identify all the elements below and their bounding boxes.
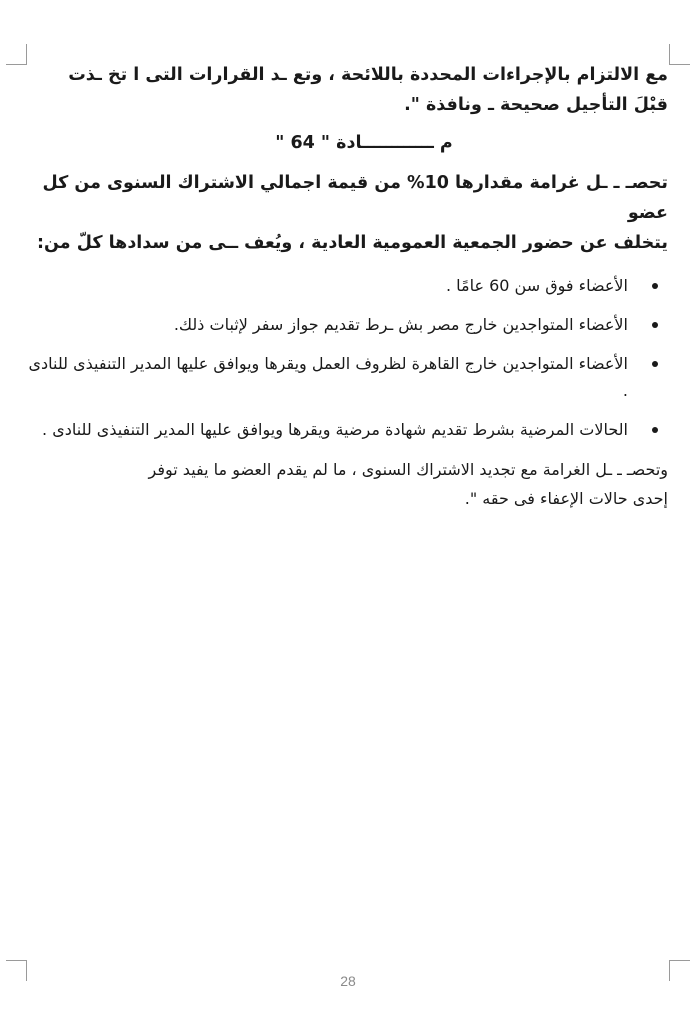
fine-paragraph <box>20 168 668 258</box>
bullet-icon <box>652 283 658 289</box>
list-item-text: الأعضاء المتواجدين خارج القاهرة لظروف العمل ويقرها ويوافق عليها المدير التنفيذى للنادى . <box>28 354 628 400</box>
list-item <box>20 350 668 404</box>
intro-paragraph <box>20 60 668 120</box>
list-item-text: الحالات المرضية بشرط تقديم شهادة مرضية ويقرها ويوافق عليها المدير التنفيذى للنادى . <box>42 420 628 439</box>
intro-line: قبْلَ التأجيل صحيحة ـ ونافذة ". <box>404 95 668 115</box>
article-title: م ــــــــــــادة " 64 " <box>275 133 453 153</box>
bullet-icon <box>652 361 658 367</box>
corner-mark-top-right <box>669 44 690 65</box>
intro-line: مع الالتزام بالإجراءات المحددة باللائحة ، وتع ـد القرارات التى ا تخ ـذت <box>68 65 668 85</box>
bullet-icon <box>652 322 658 328</box>
closing-line: وتحصـ ـ ـل الغرامة مع تجديد الاشتراك السنوى ، ما لم يقدم العضو ما يفيد توفر <box>148 460 668 479</box>
fine-line: تحصـ ـ ـل غرامة مقدارها 10% من قيمة اجمالي الاشتراك السنوى من كل عضو <box>42 173 668 223</box>
document-page <box>20 60 668 513</box>
closing-paragraph <box>20 455 668 513</box>
fine-line: يتخلف عن حضور الجمعية العمومية العادية ، ويُعف ــى من سدادها كلّ من: <box>37 233 668 253</box>
list-item <box>20 272 668 299</box>
list-item-text: الأعضاء فوق سن 60 عامًا . <box>445 276 628 295</box>
exemptions-list <box>20 272 668 443</box>
page-number: 28 <box>340 973 356 989</box>
list-item-text: الأعضاء المتواجدين خارج مصر بش ـرط تقديم جواز سفر لإثبات ذلك. <box>173 315 628 334</box>
closing-line: إحدى حالات الإعفاء فى حقه ". <box>464 489 668 508</box>
bullet-icon <box>652 427 658 433</box>
list-item <box>20 311 668 338</box>
list-item <box>20 416 668 443</box>
